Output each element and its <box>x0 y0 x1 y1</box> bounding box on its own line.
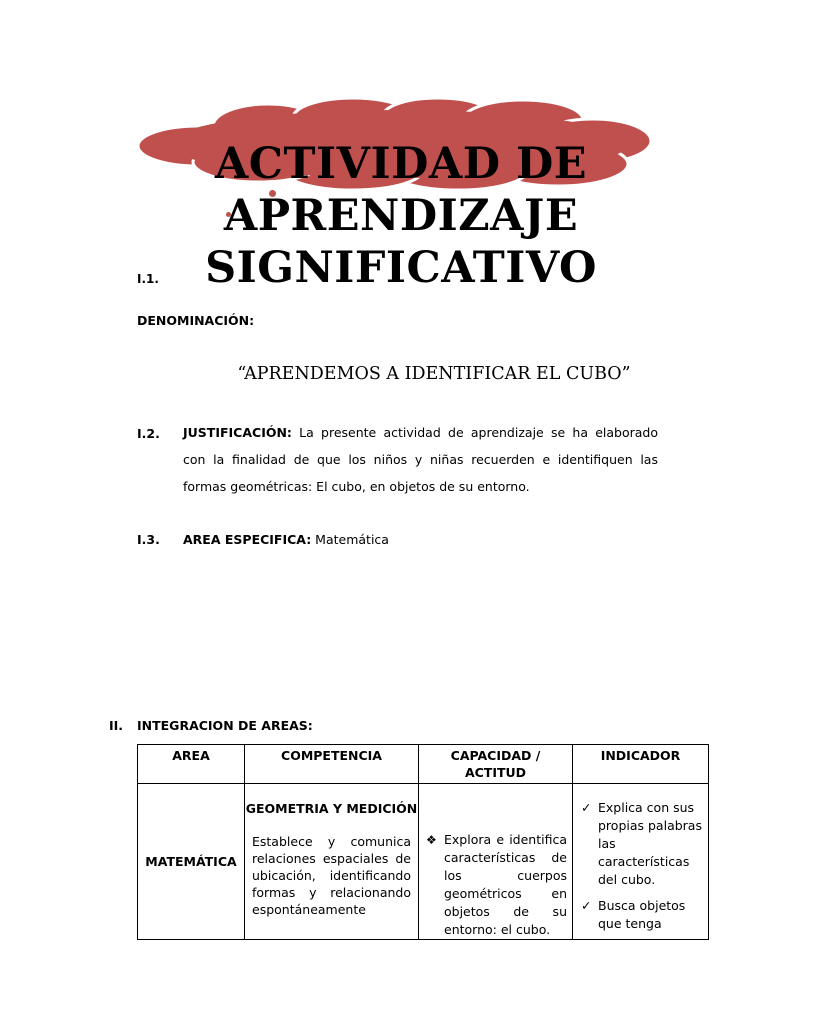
section-number-ii: II. <box>109 718 124 733</box>
title-line-3: SIGNIFICATIVO <box>205 243 597 293</box>
area-especifica <box>183 532 389 547</box>
cell-indicador <box>573 784 709 940</box>
indicador-text: Explica con sus propias palabras las características del cubo. <box>598 800 702 887</box>
checkmark-icon: ✓ <box>581 898 592 913</box>
capacidad-text: Explora e identifica características de los cuerpos geométricos en objetos de su entorno: el cubo. <box>444 832 567 937</box>
denominacion-label: DENOMINACIÓN: <box>137 313 255 328</box>
section-number-i3: I.3. <box>137 532 160 547</box>
indicador-text: Busca objetos que tenga <box>598 898 686 931</box>
title-line-2: APRENDIZAJE <box>223 191 579 241</box>
header-capacidad: CAPACIDAD / ACTITUD <box>419 745 573 784</box>
integracion-table <box>137 744 709 940</box>
competencia-text: Establece y comunica relaciones espaciales de ubicación, identificando formas y relacionando espontáneamente <box>252 834 411 917</box>
area-especifica-value: Matemática <box>311 532 389 547</box>
table-row <box>138 784 709 940</box>
checkmark-icon: ✓ <box>581 800 592 815</box>
capacidad-item <box>426 831 567 939</box>
section-number-i1: I.1. <box>137 272 159 286</box>
cell-competencia <box>245 784 419 940</box>
section-number-i2: I.2. <box>137 426 160 441</box>
competencia-title: GEOMETRIA Y MEDICIÓN <box>245 801 418 816</box>
area-especifica-label: AREA ESPECIFICA: <box>183 532 312 547</box>
header-indicador: INDICADOR <box>573 745 709 784</box>
diamond-bullet-icon: ❖ <box>426 833 437 847</box>
integracion-title: INTEGRACION DE AREAS: <box>137 718 313 733</box>
table-header-row <box>138 745 709 784</box>
cell-capacidad <box>419 784 573 940</box>
indicador-list <box>581 799 704 937</box>
list-item <box>581 897 704 933</box>
header-area: AREA <box>138 745 245 784</box>
justificacion-paragraph <box>183 419 658 500</box>
title-line-1: ACTIVIDAD DE <box>214 139 588 189</box>
justificacion-label: JUSTIFICACIÓN: <box>183 425 292 440</box>
justificacion-text: La presente actividad de aprendizaje se ha elaborado con la finalidad de que los niños y niñas recuerden e identifiquen las formas geométricas: El cubo, en objetos de su entorno. <box>183 425 658 494</box>
list-item <box>581 799 704 889</box>
activity-name: “APRENDEMOS A IDENTIFICAR EL CUBO” <box>237 364 631 384</box>
cell-area: MATEMÁTICA <box>138 784 245 940</box>
header-competencia: COMPETENCIA <box>245 745 419 784</box>
